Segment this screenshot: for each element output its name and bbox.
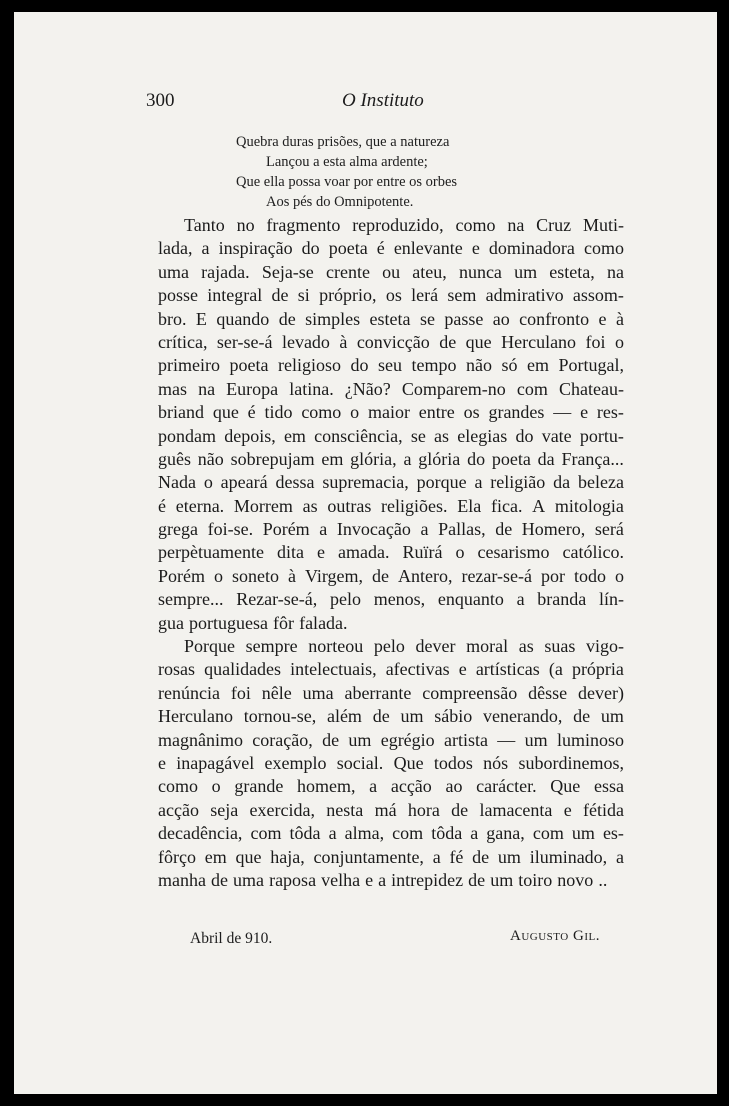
poem-verse: Que ella possa voar por entre os orbes <box>236 174 458 190</box>
paragraph-line: fôrço em que haja, conjuntamente, a fé de um iluminado, a <box>158 846 624 867</box>
paragraph-line: Tanto no fragmento reproduzido, como na Cruz Muti- <box>184 215 624 235</box>
paragraph-line: como o grande homem, a acção ao carácter. Que essa <box>158 776 624 797</box>
paragraph-line: pondam depois, em consciência, se as elegias do vate portu- <box>158 425 624 446</box>
paragraph-line: crítica, ser-se-á levado à convicção de que Herculano foi o <box>158 331 624 352</box>
body-text <box>158 214 624 892</box>
paragraph-line: mas na Europa latina. ¿Não? Comparem-no com Chateau- <box>158 378 624 399</box>
page-number: 300 <box>146 90 175 111</box>
paragraph-line: e inapagável exemplo social. Que todos nós subordinemos, <box>158 752 624 773</box>
paragraph-line: rosas qualidades intelectuais, afectivas e artísticas (a própria <box>158 659 624 680</box>
paragraph-line: gua portuguesa fôr falada. <box>158 612 348 633</box>
page-header <box>146 90 610 116</box>
paragraph-line: sempre... Rezar-se-á, pelo menos, enquanto a branda lín- <box>158 589 624 610</box>
paragraph-line: Herculano tornou-se, além de um sábio venerando, de um <box>158 706 624 727</box>
paragraph-line: guês não sobrepujam em glória, a glória do poeta da França... <box>158 448 624 469</box>
paragraph-line: lada, a inspiração do poeta é enlevante e dominadora como <box>158 238 624 259</box>
paragraph-line: posse integral de si próprio, os lerá sem admirativo assom- <box>158 285 624 306</box>
paragraph-line: briand que é tido como o maior entre os grandes — e res- <box>158 402 624 423</box>
book-page <box>14 12 717 1094</box>
paragraph-line: Nada o apeará dessa supremacia, porque a religião da beleza <box>158 472 624 493</box>
paragraph-line: bro. E quando de simples esteta se passe ao confronto e à <box>158 308 624 329</box>
poem-verse: Aos pés do Omnipotente. <box>266 194 414 210</box>
running-title: O Instituto <box>342 90 424 111</box>
paragraph-line: Porque sempre norteou pelo dever moral as suas vigo- <box>184 636 624 657</box>
date-line: Abril de 910. <box>190 930 273 947</box>
paragraph-line: decadência, com tôda a alma, com tôda a gana, com um es- <box>158 823 624 844</box>
paragraph-line: grega foi-se. Porém a Invocação a Pallas, de Homero, será <box>158 519 624 540</box>
paragraph-line: renúncia foi nêle uma aberrante compreensão dêsse dever) <box>158 682 624 703</box>
poem-verse: Lançou a esta alma ardente; <box>266 154 428 170</box>
paragraph-1 <box>158 214 624 635</box>
poem-quote <box>236 132 457 212</box>
paragraph-line: perpètuamente dita e amada. Ruïrá o cesarismo católico. <box>158 542 624 563</box>
author-signature: Augusto Gil. <box>510 928 600 944</box>
paragraph-line: Porém o soneto à Virgem, de Antero, rezar-se-á por todo o <box>158 565 624 586</box>
paragraph-line: é eterna. Morrem as outras religiões. Ela fica. A mitologia <box>158 495 624 516</box>
paragraph-line: manha de uma raposa velha e a intrepidez de um toiro novo .. <box>158 869 608 890</box>
paragraph-line: primeiro poeta religioso do seu tempo não só em Portugal, <box>158 355 624 376</box>
paragraph-line: uma rajada. Seja-se crente ou ateu, nunca um esteta, na <box>158 261 624 282</box>
poem-verse: Quebra duras prisões, que a natureza <box>236 134 450 150</box>
paragraph-line: acção seja exercida, nesta má hora de lamacenta e fétida <box>158 799 624 820</box>
paragraph-2 <box>158 635 624 892</box>
paragraph-line: magnânimo coração, de um egrégio artista — um luminoso <box>158 729 624 750</box>
